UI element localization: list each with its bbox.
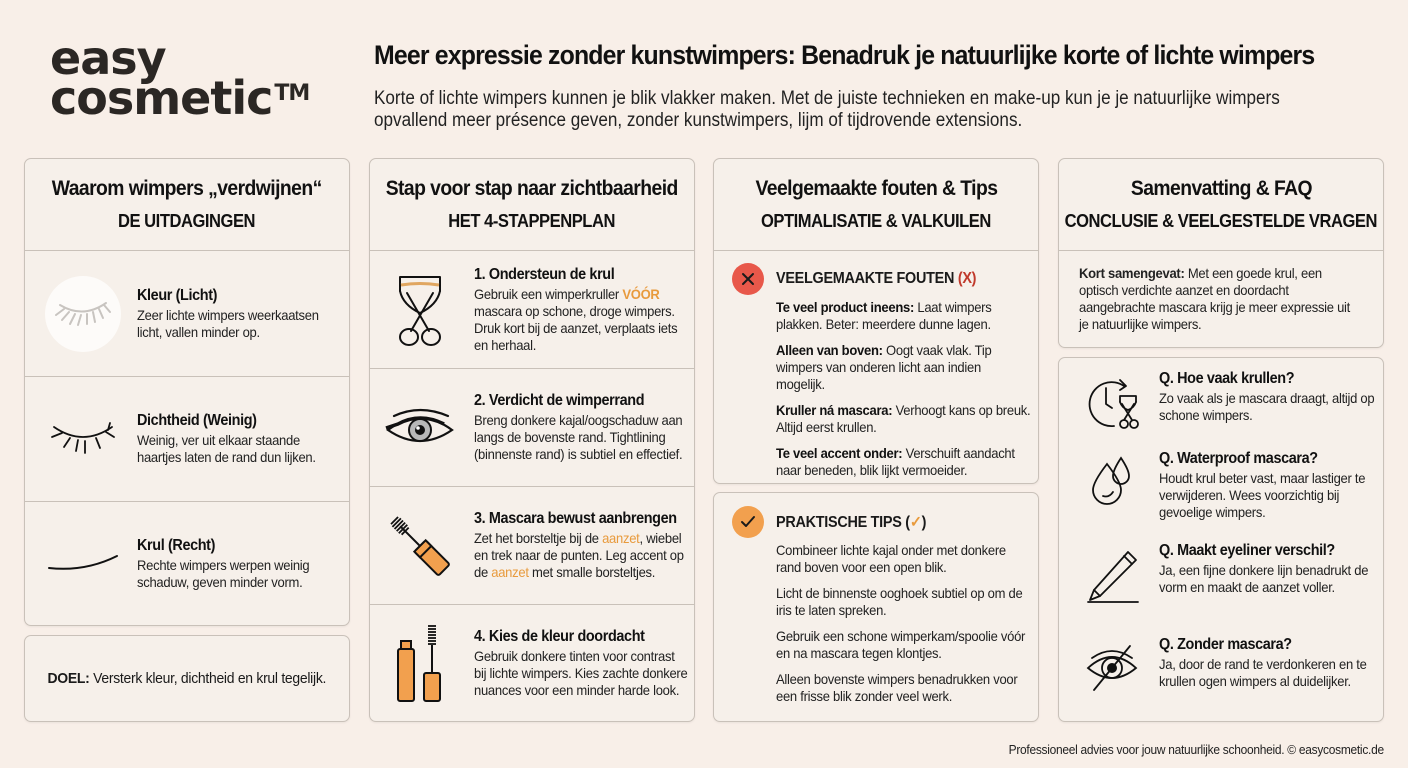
close-icon: [732, 263, 764, 295]
goal-text: Versterk kleur, dichtheid en krul tegelijk.: [89, 670, 327, 687]
summary-title: Samenvatting & FAQ: [1130, 177, 1312, 200]
step-body: Gebruik een wimperkruller VÓÓR mascara op schone, droge wimpers. Druk kort bij de aanzet, verplaats iets en herhaal.: [474, 285, 678, 353]
water-drops-icon: [1081, 450, 1143, 506]
sparse-lashes-icon: [43, 419, 123, 459]
mascara-tube-icon: [380, 623, 460, 703]
goal-card: [24, 635, 350, 722]
clock-curler-icon: [1081, 370, 1143, 432]
brand-logo: [50, 31, 310, 125]
mistake-item: Te veel accent onder: Verschuift aandacht naar beneden, blik lijkt vermoeider.: [776, 445, 1015, 478]
brand-line2: cosmetic: [50, 71, 273, 125]
faq-answer: Zo vaak als je mascara draagt, altijd op schone wimpers.: [1159, 390, 1375, 423]
light-lashes-icon: [43, 275, 123, 353]
eyelash-curler-icon: [380, 273, 460, 347]
eye-liner-icon: [380, 406, 460, 450]
mascara-wand-icon: [380, 508, 460, 584]
pencil-icon: [1081, 542, 1143, 604]
tip-item: Alleen bovenste wimpers benadrukken voor een frisse blik zonder veel werk.: [776, 671, 1018, 704]
challenges-title: Waarom wimpers „verdwijnen“: [52, 177, 322, 200]
mistake-item: Kruller ná mascara: Verhoogt kans op breuk. Altijd eerst krullen.: [776, 402, 1031, 435]
challenges-subtitle: DE UITDAGINGEN: [118, 211, 256, 231]
tips-title: Veelgemaakte fouten & Tips: [755, 177, 997, 200]
footer-text: Professioneel advies voor jouw natuurlijke schoonheid. © easycosmetic.de: [1008, 742, 1384, 757]
faq-question: Q. Hoe vaak krullen?: [1159, 370, 1295, 387]
tip-item: Licht de binnenste ooghoek subtiel op om de iris te laten spreken.: [776, 585, 1023, 618]
challenge-item: [25, 502, 349, 625]
highlight: aanzet: [602, 530, 640, 546]
tips-header: [714, 159, 1038, 251]
trademark: TM: [274, 81, 310, 106]
tips-card: [713, 158, 1039, 484]
mistakes-title: VEELGEMAAKTE FOUTEN (X): [776, 270, 977, 287]
challenge-item: [25, 251, 349, 377]
step-item: [370, 251, 694, 369]
steps-card: [369, 158, 695, 722]
summary-card: [1058, 158, 1384, 348]
summary-header: [1059, 159, 1383, 251]
brand-line1: easy: [50, 31, 166, 85]
challenge-title: Krul (Recht): [137, 536, 216, 554]
faq-item: [1059, 636, 1383, 716]
faq-answer: Houdt krul beter vast, maar lastiger te verwijderen. Wees voorzichtig bij gevoelige wimpers.: [1159, 470, 1366, 520]
mistake-item: Te veel product ineens: Laat wimpers plakken. Beter: meerdere dunne lagen.: [776, 299, 992, 332]
tip-item: Gebruik een schone wimperkam/spoolie vóór en na mascara tegen klontjes.: [776, 628, 1026, 661]
summary-text: Kort samengevat: Met een goede krul, een optisch verdichte aanzet en doordacht aangebrachte mascara krijg je meer expressie uit je natuurlijke wimpers.: [1079, 265, 1351, 332]
challenge-body: Zeer lichte wimpers weerkaatsen licht, vallen minder op.: [137, 306, 319, 340]
challenge-title: Kleur (Licht): [137, 286, 218, 304]
steps-title: Stap voor stap naar zichtbaarheid: [385, 177, 679, 200]
faq-question: Q. Waterproof mascara?: [1159, 450, 1318, 467]
highlight: VÓÓR: [622, 285, 660, 302]
tips-subtitle: OPTIMALISATIE & VALKUILEN: [761, 211, 991, 231]
faq-answer: Ja, door de rand te verdonkeren en te krullen ogen wimpers al duidelijker.: [1159, 656, 1367, 689]
challenge-title: Dichtheid (Weinig): [137, 412, 257, 429]
step-title: 3. Mascara bewust aanbrengen: [474, 510, 677, 527]
page-description: Korte of lichte wimpers kunnen je blik vlakker maken. Met de juiste technieken en make-up kun je je natuurlijke wimpers opvallend meer présence geven, zonder kunstwimpers, lijm of tijdrovende extensions.: [374, 88, 1280, 131]
practical-tips-card: [713, 492, 1039, 722]
faq-card: [1058, 357, 1384, 722]
practical-title: PRAKTISCHE TIPS (✓): [776, 513, 927, 531]
step-item: [370, 369, 694, 487]
step-title: 4. Kies de kleur doordacht: [474, 627, 645, 645]
step-title: 1. Ondersteun de krul: [474, 265, 615, 283]
faq-item: [1059, 450, 1383, 542]
summary-subtitle: CONCLUSIE & VEELGESTELDE VRAGEN: [1064, 211, 1378, 231]
tip-item: Combineer lichte kajal onder met donkere rand boven voor een open blik.: [776, 542, 1006, 575]
straight-lash-icon: [43, 552, 123, 576]
challenges-card: [24, 158, 350, 626]
mistake-item: Alleen van boven: Oogt vaak vlak. Tip wimpers van onderen licht aan indien mogelijk.: [776, 342, 992, 392]
faq-answer: Ja, een fijne donkere lijn benadrukt de vorm en maakt de aanzet voller.: [1159, 562, 1369, 595]
goal-label: DOEL:: [47, 670, 90, 687]
step-body: Breng donkere kajal/oogschaduw aan langs de bovenste rand. Tightlining (binnenste rand) is subtiel en effectief.: [474, 412, 683, 462]
step-title: 2. Verdicht de wimperrand: [474, 392, 645, 409]
practical-block: [714, 493, 1038, 705]
step-item: [370, 487, 694, 605]
steps-header: [370, 159, 694, 251]
step-item: [370, 605, 694, 721]
mistakes-block: [714, 251, 1038, 479]
challenge-body: Rechte wimpers werpen weinig schaduw, geven minder vorm.: [137, 556, 310, 590]
challenge-body: Weinig, ver uit elkaar staande haartjes laten de rand dun lijken.: [137, 432, 316, 465]
steps-subtitle: HET 4-STAPPENPLAN: [448, 211, 616, 231]
highlight: aanzet: [491, 564, 529, 580]
faq-question: Q. Maakt eyeliner verschil?: [1159, 542, 1335, 559]
faq-item: [1059, 370, 1383, 450]
challenge-item: [25, 377, 349, 502]
faq-item: [1059, 542, 1383, 636]
eye-crossed-icon: [1081, 636, 1143, 694]
checkmark-icon: [732, 506, 764, 538]
faq-question: Q. Zonder mascara?: [1159, 636, 1292, 653]
step-body: Zet het borsteltje bij de aanzet, wiebel en trek naar de punten. Leg accent op de aanzet met smalle borsteltjes.: [474, 530, 684, 580]
page-title: Meer expressie zonder kunstwimpers: Benadruk je natuurlijke korte of lichte wimpers: [374, 40, 1315, 70]
challenges-header: [25, 159, 349, 251]
step-body: Gebruik donkere tinten voor contrast bij lichte wimpers. Kies zachte donkere nuances voor een minder harde look.: [474, 647, 688, 698]
